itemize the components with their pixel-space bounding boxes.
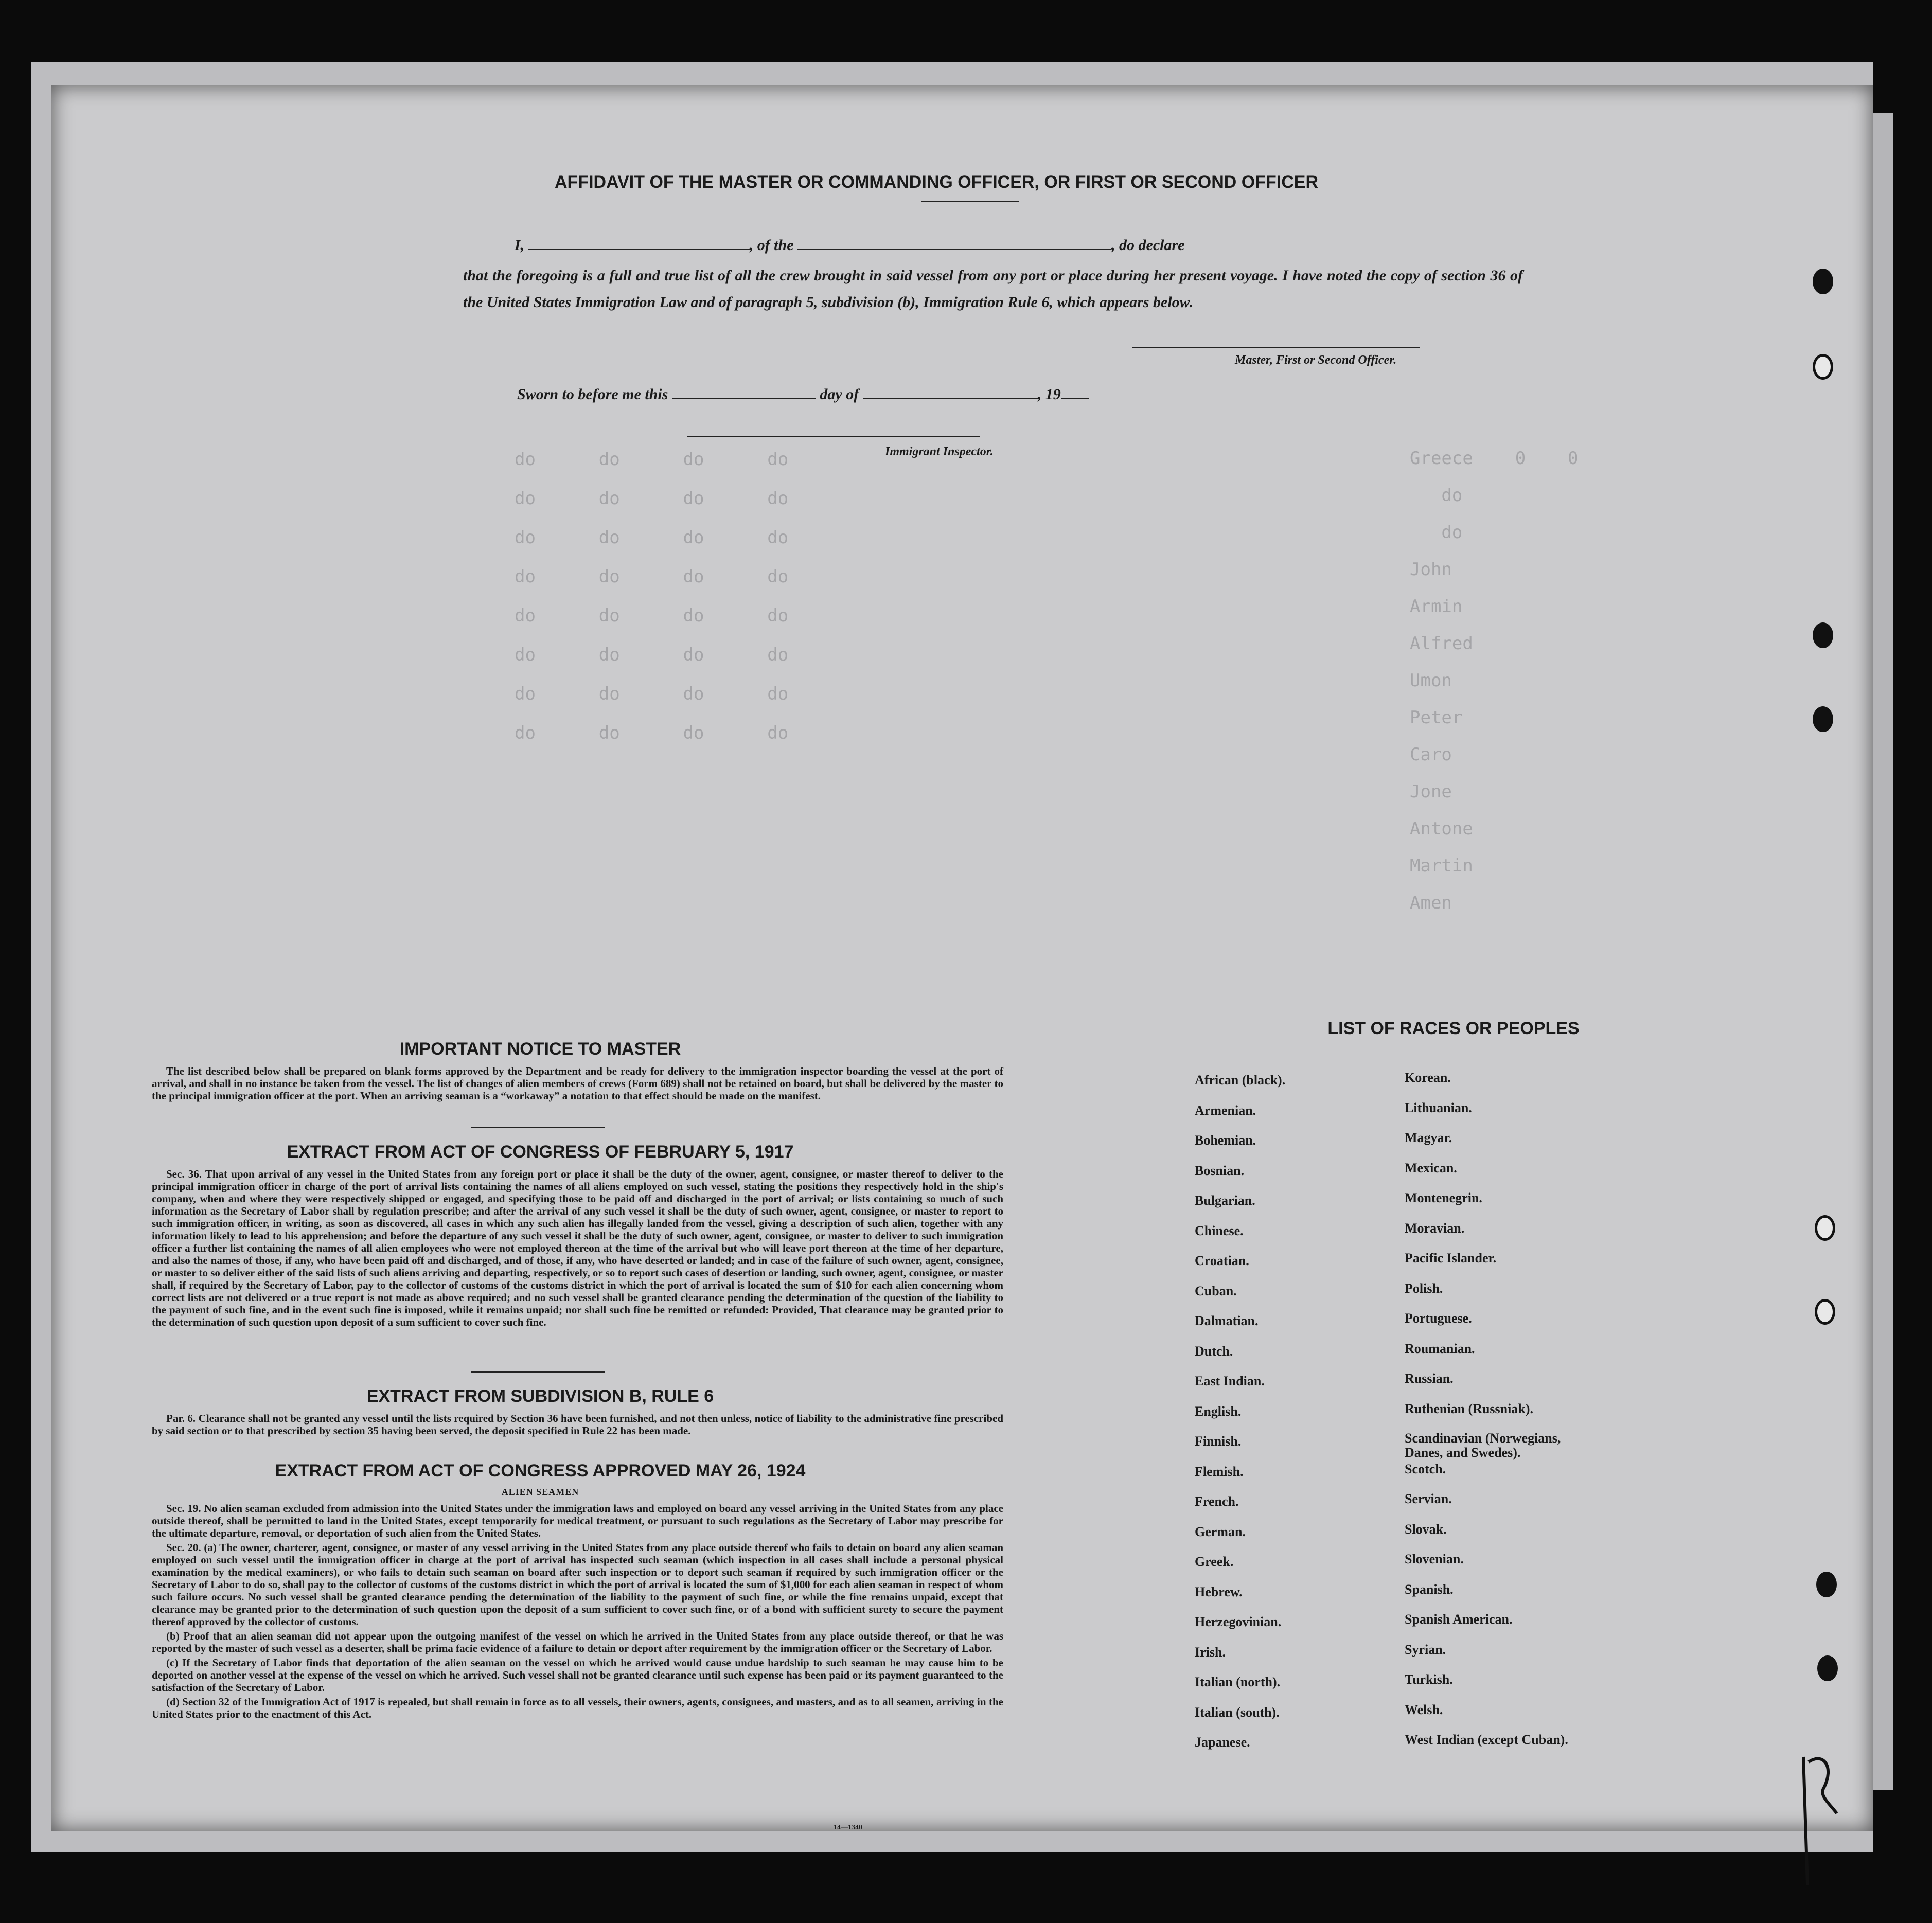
race-item: Italian (south). xyxy=(1195,1704,1280,1720)
race-item: Russian. xyxy=(1405,1371,1454,1386)
race-item: Montenegrin. xyxy=(1405,1190,1482,1205)
sworn-day-blank xyxy=(672,398,816,399)
race-item: Scotch. xyxy=(1405,1461,1446,1476)
punch-hole xyxy=(1813,622,1833,648)
sworn-month-blank xyxy=(863,398,1038,399)
race-item: English. xyxy=(1195,1403,1242,1419)
punch-hole xyxy=(1813,706,1833,732)
affidavit-declaration-line xyxy=(515,237,1184,254)
form-number: 14—1340 xyxy=(834,1824,862,1831)
race-item: Bohemian. xyxy=(1195,1133,1256,1148)
sworn-label: Sworn to before me this xyxy=(517,386,668,403)
race-item: German. xyxy=(1195,1524,1246,1539)
race-item: Slovenian. xyxy=(1405,1552,1464,1566)
punch-hole xyxy=(1813,354,1833,380)
punch-hole xyxy=(1816,1572,1837,1597)
race-item: Syrian. xyxy=(1405,1642,1446,1657)
punch-hole xyxy=(1817,1655,1838,1681)
section-36-paragraph: Sec. 36. That upon arrival of any vessel in the United States from any foreign port or place it shall be the duty of the owner, agent, consignee, or master thereof to deliver to the principal immigration officer in charge of the port of arrival lists containing the names of all aliens employed on such vessel, stating the positions they respectively hold in the ship's company, when and where they were respectively shipped or engaged, and specifying those to be paid off and discharged in the port of arrival; or lists containing so much of such information as the Secretary of Labor shall by regulation prescribe; and after the arrival of any such vessel it shall be the duty of such owner, agent, consignee, or master to report to such immigration officer, in writing, as soon as discovered, all cases in which any such alien has illegally landed from the vessel, giving a description of such alien, together with any information likely to lead to his apprehension; and before the departure of any such vessel it shall be the duty of such owner, agent, consignee, or master to deliver to such immigration officer a further list containing the names of all alien employees who were not employed thereon at the time of the arrival but who will leave port thereon at the time of her departure, and also the names of those, if any, who have been paid off and discharged, and of those, if any, who have deserted or landed; and in case of the failure of such owner, agent, consignee, or master to so deliver either of the said lists of such aliens arriving and departing, respectively, or so to report such cases of desertion or landing, such owner, agent, consignee, or master shall, if required by the Secretary of Labor, pay to the collector of customs of the customs district in which the port of arrival is located the sum of $10 for each alien concerning whom correct lists are not delivered or a true report is not made as above required; and no such vessel shall be granted clearance pending the determination of the question of the liability to the payment of such fine, and in the event such fine is imposed, while it remains unpaid; nor shall such fine be remitted or refunded: Provided, That clearance may be granted prior to the determination of such question upon deposit of a sum sufficient to cover such fine. xyxy=(152,1168,1003,1328)
divider xyxy=(471,1127,605,1128)
race-item: Lithuanian. xyxy=(1405,1100,1472,1115)
punch-hole xyxy=(1815,1215,1835,1241)
race-item: Roumanian. xyxy=(1405,1341,1475,1356)
race-item: Scandinavian (Norwegians, Danes, and Swedes). xyxy=(1405,1431,1561,1460)
year-label: , 19 xyxy=(1037,386,1061,403)
race-item: Armenian. xyxy=(1195,1102,1256,1118)
affidavit-of: , of the xyxy=(749,237,794,254)
race-item: African (black). xyxy=(1195,1073,1286,1088)
race-item: Welsh. xyxy=(1405,1702,1443,1717)
race-item: Magyar. xyxy=(1405,1130,1452,1145)
races-column-1 xyxy=(1195,1073,1285,1765)
extract-rule6-text xyxy=(152,1412,1003,1439)
race-item: Servian. xyxy=(1405,1491,1452,1506)
divider xyxy=(471,1371,605,1373)
race-item: Chinese. xyxy=(1195,1223,1244,1238)
document-page xyxy=(51,85,1873,1831)
race-item: Bosnian. xyxy=(1195,1163,1245,1178)
race-item: Slovak. xyxy=(1405,1521,1447,1537)
inspector-label: Immigrant Inspector. xyxy=(885,445,994,458)
race-item: French. xyxy=(1195,1494,1239,1509)
race-item: Greek. xyxy=(1195,1554,1234,1569)
notice-title: IMPORTANT NOTICE TO MASTER xyxy=(399,1039,681,1059)
races-title: LIST OF RACES OR PEOPLES xyxy=(1327,1019,1580,1038)
sec-20b-paragraph: (b) Proof that an alien seaman did not appear upon the outgoing manifest of the vessel on which he arrived in the United States from any place outside thereof, or that he was reported by the master of such vessel as a deserter, shall be prima facie evidence of a failure to detain or deport after requirement by the immigration officer or the Secretary of Labor. xyxy=(152,1630,1003,1654)
race-item: Ruthenian (Russniak). xyxy=(1405,1401,1533,1416)
race-item: Finnish. xyxy=(1195,1434,1242,1449)
extract-1917-text xyxy=(152,1168,1003,1330)
sec-20d-paragraph: (d) Section 32 of the Immigration Act of 1917 is repealed, but shall remain in force as to all vessels, their owners, agents, consignees, and masters, and as to all seamen, arriving in the United States prior to the enactment of this Act. xyxy=(152,1696,1003,1720)
race-item: Italian (north). xyxy=(1195,1675,1281,1689)
sworn-line xyxy=(517,386,1089,403)
race-item: Pacific Islander. xyxy=(1405,1251,1497,1266)
rule6-paragraph: Par. 6. Clearance shall not be granted any vessel until the lists required by Section 36 have been furnished, and not then unless, notice of liability to the administrative fine prescribed by said section or to that prescribed by section 35 having been served, the deposit specified in Rule 22 has been made. xyxy=(152,1412,1003,1437)
affidavit-title: AFFIDAVIT OF THE MASTER OR COMMANDING OFFICER, OR FIRST OR SECOND OFFICER xyxy=(555,172,1318,192)
race-item: Korean. xyxy=(1405,1070,1451,1085)
divider xyxy=(921,201,1019,202)
race-item: Mexican. xyxy=(1405,1160,1457,1176)
affidavit-declare: , do declare xyxy=(1111,237,1185,254)
extract-1924-text xyxy=(152,1502,1003,1722)
sworn-year-blank xyxy=(1061,398,1089,399)
race-item: Polish. xyxy=(1405,1280,1443,1296)
bleed-through: Greece 0 0 do do John Armin Alfred Umon Peter Caro Jone Antone Martin Amen xyxy=(1410,448,1579,913)
extract-1917-title: EXTRACT FROM ACT OF CONGRESS OF FEBRUARY 5, 1917 xyxy=(287,1142,794,1162)
punch-hole xyxy=(1813,269,1833,294)
notice-paragraph: The list described below shall be prepared on blank forms approved by the Department and be ready for delivery to the immigration inspector boarding the vessel at the port of arrival, and shall in no instance be taken from the vessel. The list of changes of alien members of crews (Form 689) shall not be retained on board, but shall be delivered by the master to the principal immigration officer at the port. When an arriving seaman is a “workaway” a notation to that effect should be made on the manifest. xyxy=(152,1065,1003,1102)
race-item: Dalmatian. xyxy=(1195,1313,1259,1328)
race-item: Hebrew. xyxy=(1195,1584,1243,1599)
handwritten-mark xyxy=(1793,1747,1839,1896)
race-item: Flemish. xyxy=(1195,1464,1244,1479)
race-item: Croatian. xyxy=(1195,1253,1249,1268)
alien-seamen-subtitle: ALIEN SEAMEN xyxy=(501,1487,579,1497)
race-item: Herzegovinian. xyxy=(1195,1614,1282,1629)
master-signature-line xyxy=(1132,347,1420,348)
vessel-blank xyxy=(797,249,1111,250)
extract-1924-title: EXTRACT FROM ACT OF CONGRESS APPROVED MAY 26, 1924 xyxy=(275,1461,806,1481)
race-item: Spanish. xyxy=(1405,1581,1454,1597)
race-item: Turkish. xyxy=(1405,1672,1453,1687)
race-item: West Indian (except Cuban). xyxy=(1405,1732,1568,1747)
race-item: Portuguese. xyxy=(1405,1311,1472,1326)
extract-rule6-title: EXTRACT FROM SUBDIVISION B, RULE 6 xyxy=(366,1386,714,1406)
name-blank xyxy=(528,249,750,250)
sec-20a-paragraph: Sec. 20. (a) The owner, charterer, agent, consignee, or master of any vessel arriving in the United States from any place outside thereof who fails to detain on board any alien seaman employed on such vessel until the immigration officer in charge at the port of arrival has inspected such seaman (which inspection in all cases shall include a personal physical examination by the medical examiners), or who fails to detain such seaman on board after such inspection or to deport such seaman if required by such immigration officer or the Secretary of Labor to do so, shall pay to the collector of customs of the customs district in which the port of arrival is located the sum of $1,000 for each alien seaman in respect of whom such failure occurs. No such vessel shall be granted clearance pending the determination of the liability to the payment of such fine, or while the fine remains unpaid, except that clearance may be granted prior to the determination of such question upon the deposit of a sum sufficient to cover such fine, or of a bond with sufficient surety to secure the payment thereof approved by the collector of customs. xyxy=(152,1541,1003,1628)
affidavit-body: that the foregoing is a full and true list of all the crew brought in said vessel from any port or place during her present voyage. I have noted the copy of section 36 of the United States Immigration Law and of paragraph 5, subdivision (b), Immigration Rule 6, which appears below. xyxy=(463,267,1523,311)
sec-20c-paragraph: (c) If the Secretary of Labor finds that deportation of the alien seaman on the vessel on which he arrived would cause undue hardship to such seaman he may cause him to be deported on another vessel at the expense of the vessel on which he arrived. Such vessel shall not be granted clearance until such expense has been paid or its payment guaranteed to the satisfaction of the Secretary of Labor. xyxy=(152,1657,1003,1694)
race-item: Dutch. xyxy=(1195,1343,1233,1359)
race-item: Moravian. xyxy=(1405,1220,1465,1236)
race-item: East Indian. xyxy=(1195,1374,1265,1388)
master-label: Master, First or Second Officer. xyxy=(1235,353,1397,367)
race-item: Cuban. xyxy=(1195,1283,1237,1298)
bleed-through: do do do do do do do do do do do do do do do do do do do do do do do do do do do do do do do do xyxy=(515,449,789,743)
race-item: Bulgarian. xyxy=(1195,1193,1255,1208)
race-item: Spanish American. xyxy=(1405,1612,1513,1627)
race-item: Irish. xyxy=(1195,1644,1226,1660)
notice-text xyxy=(152,1065,1003,1104)
affidavit-i: I, xyxy=(515,237,525,254)
day-of-label: day of xyxy=(820,386,859,403)
punch-hole xyxy=(1815,1299,1835,1325)
races-column-2 xyxy=(1405,1070,1590,1762)
inspector-signature-line xyxy=(687,436,980,437)
sec-19-paragraph: Sec. 19. No alien seaman excluded from admission into the United States under the immigration laws and employed on board any vessel arriving in the United States from any place outside thereof, shall be permitted to land in the United States, except temporarily for medical treatment, or pursuant to such regulations as the Secretary of Labor may prescribe for the ultimate departure, removal, or deportation of such alien from the United States. xyxy=(152,1502,1003,1539)
race-item: Japanese. xyxy=(1195,1735,1250,1750)
